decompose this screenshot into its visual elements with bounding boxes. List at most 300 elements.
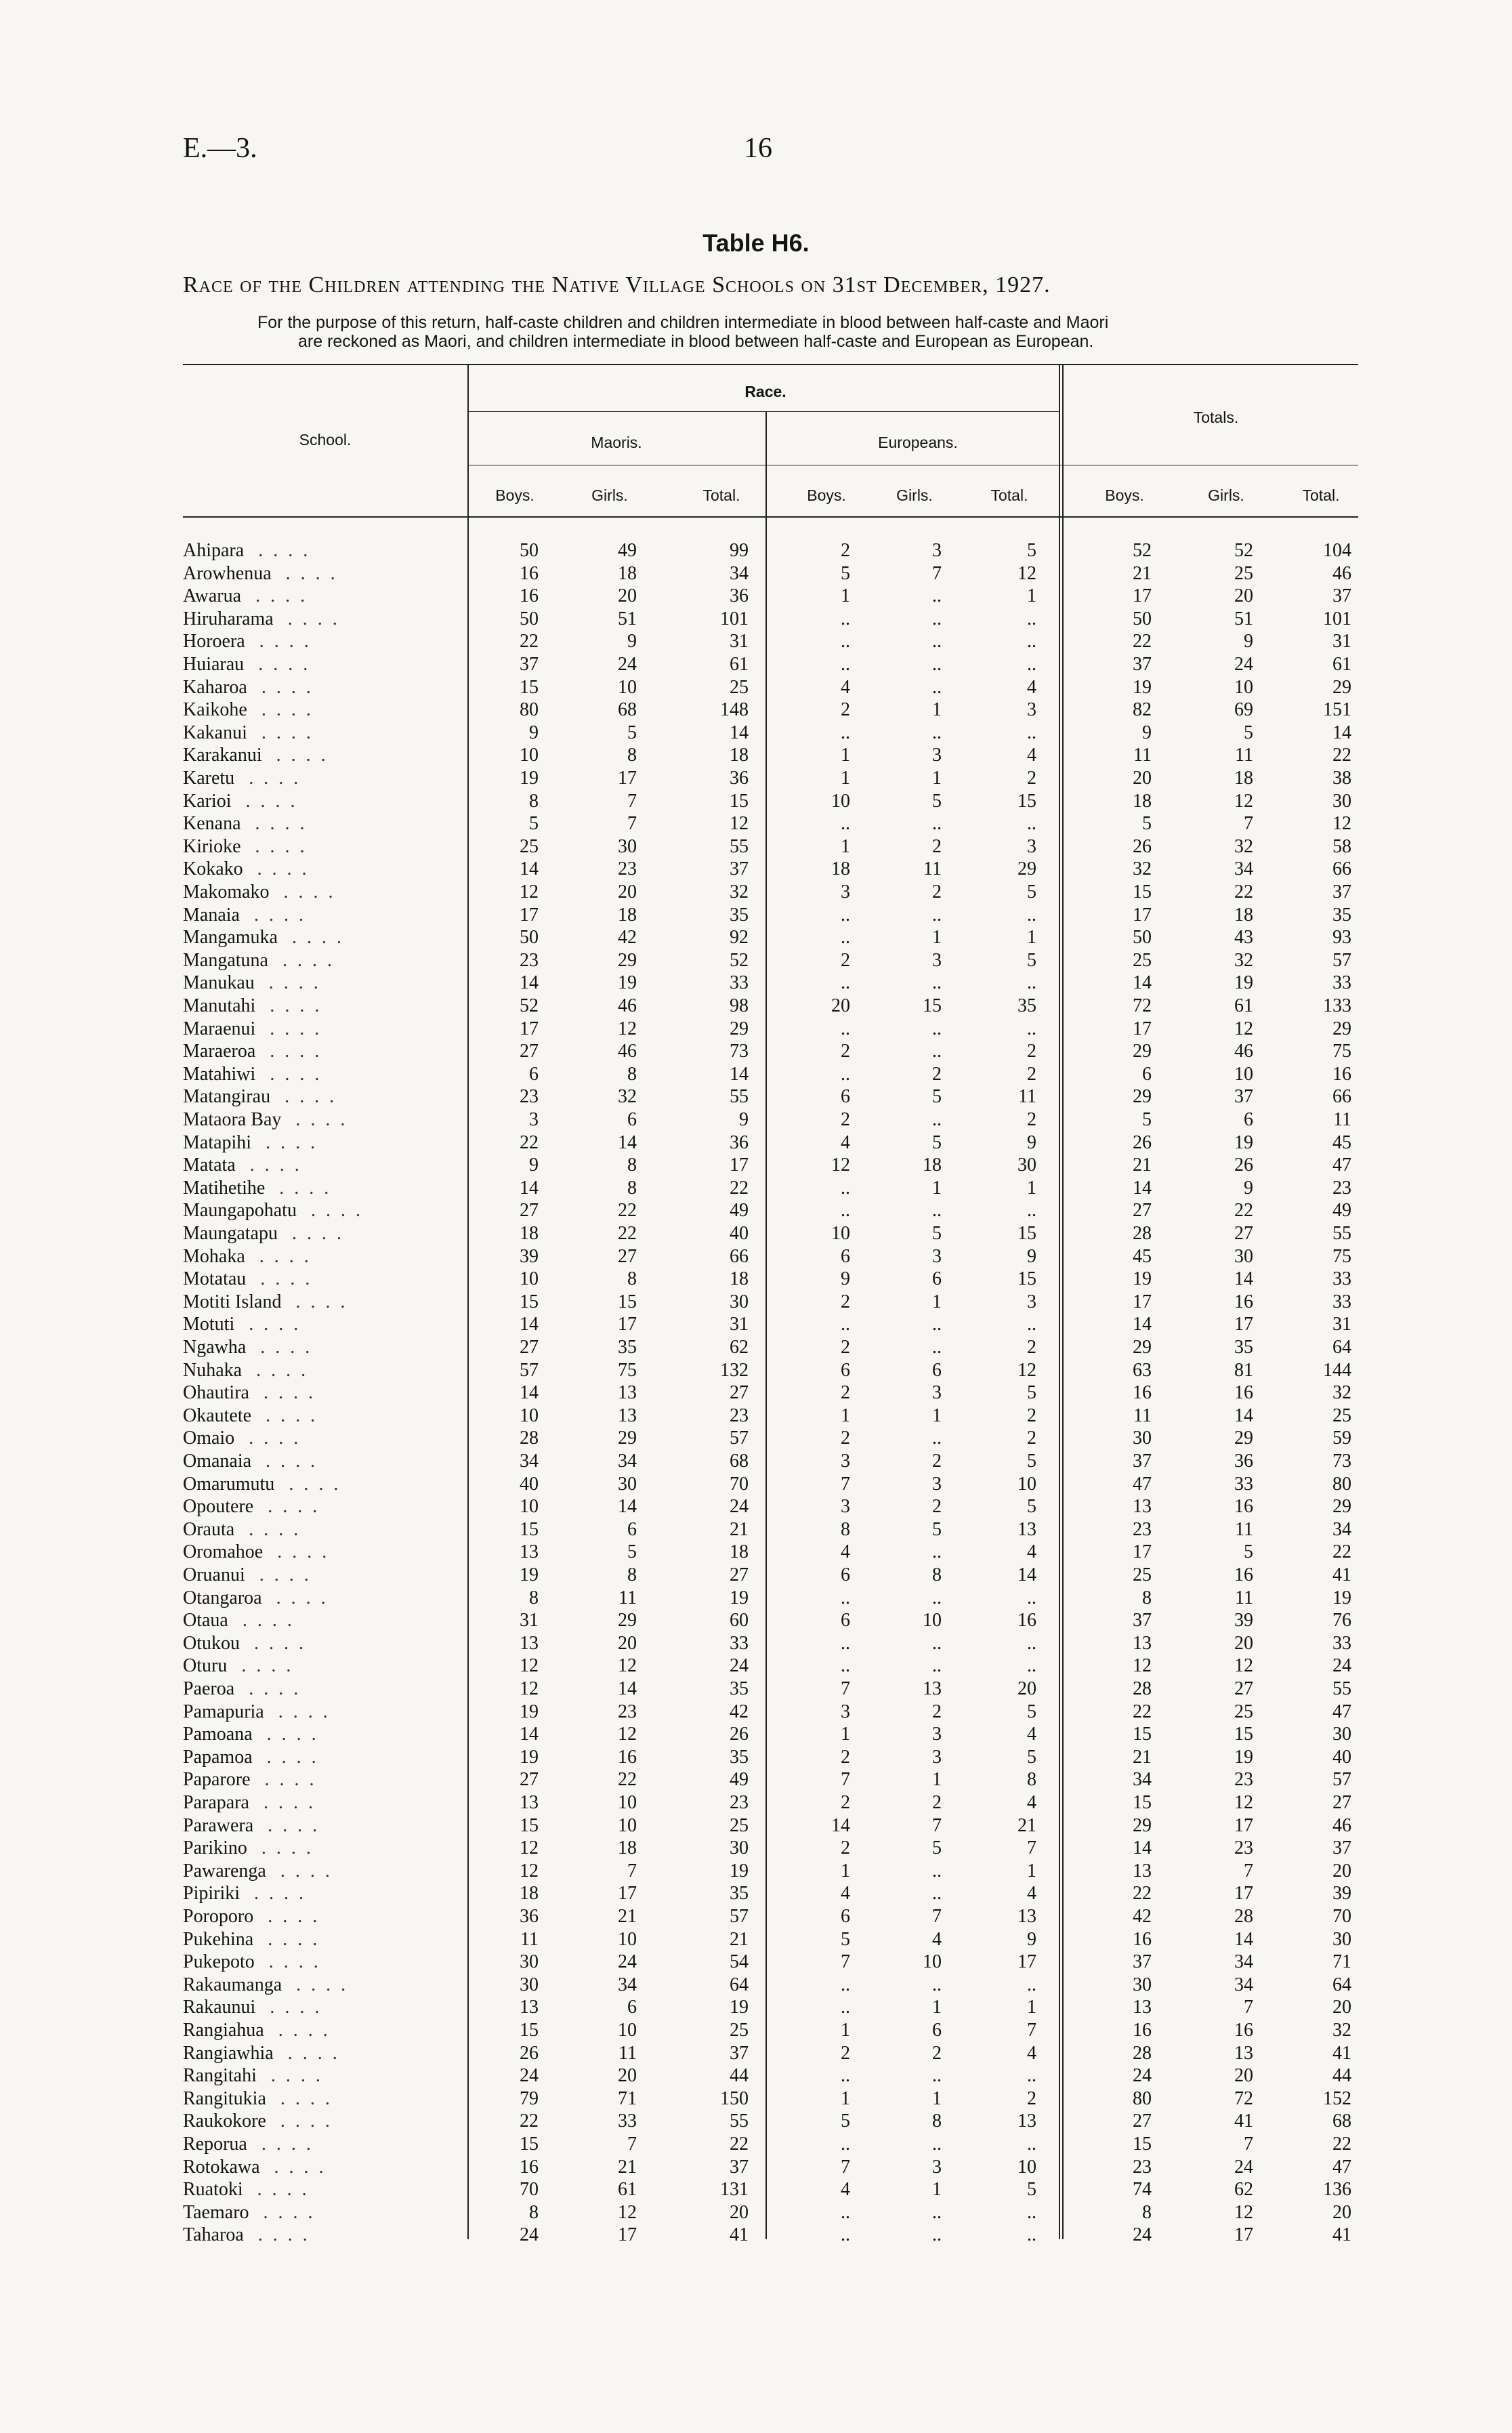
- cell-et: 4: [1027, 2042, 1036, 2064]
- cell-et: 30: [1017, 1155, 1036, 1176]
- school-name: Maungatapu . .: [183, 1223, 434, 1245]
- school-name: Oromahoe . .: [183, 1541, 434, 1563]
- cell-eg: ..: [932, 1314, 942, 1335]
- table-row: [0, 1200, 1512, 1222]
- cell-tg: 23: [1234, 1769, 1253, 1791]
- cell-mb: 14: [520, 1382, 539, 1404]
- cell-mb: 37: [520, 654, 539, 675]
- cell-tt: 70: [1332, 1906, 1351, 1927]
- table-row: [0, 1109, 1512, 1131]
- cell-et: 11: [1018, 1086, 1036, 1108]
- table-row: [0, 2157, 1512, 2179]
- cell-mt: 14: [730, 1063, 749, 1085]
- cell-eb: 2: [841, 1109, 850, 1130]
- cell-tb: 27: [1133, 2110, 1152, 2132]
- cell-mb: 12: [520, 1860, 539, 1881]
- school-name: Omarumutu . .: [183, 1474, 434, 1495]
- cell-tb: 11: [1133, 1405, 1152, 1426]
- cell-et: 1: [1027, 1177, 1036, 1199]
- cell-tg: 7: [1244, 813, 1253, 835]
- cell-mb: 18: [520, 1223, 539, 1244]
- cell-et: ..: [1027, 813, 1036, 835]
- cell-tt: 55: [1332, 1678, 1351, 1699]
- cell-mg: 14: [618, 1496, 637, 1518]
- cell-et: 2: [1027, 768, 1036, 789]
- cell-eb: 9: [841, 1268, 850, 1290]
- cell-eg: ..: [932, 1109, 942, 1130]
- cell-mg: 46: [618, 1041, 637, 1062]
- table-row: [0, 972, 1512, 995]
- cell-tt: 31: [1332, 1314, 1351, 1335]
- cell-et: ..: [1027, 2224, 1036, 2246]
- cell-eb: 1: [841, 2020, 850, 2041]
- school-name: Kenana . .: [183, 813, 434, 835]
- cell-mt: 37: [730, 2042, 749, 2064]
- cell-mg: 17: [618, 1314, 637, 1335]
- cell-mt: 70: [730, 1473, 749, 1495]
- cell-mb: 5: [529, 813, 539, 835]
- table-note: [257, 313, 1341, 351]
- cell-tt: 66: [1332, 858, 1351, 880]
- cell-mg: 29: [618, 949, 637, 971]
- cell-tb: 28: [1133, 1223, 1152, 1244]
- cell-eb: 1: [841, 2087, 850, 2109]
- cell-mt: 49: [730, 1200, 749, 1222]
- cell-tg: 11: [1235, 1518, 1253, 1540]
- cell-mg: 24: [618, 1951, 637, 1973]
- cell-tg: 24: [1234, 2156, 1253, 2178]
- cell-eg: 2: [932, 1792, 942, 1813]
- table-row: [0, 1837, 1512, 1860]
- cell-eb: 2: [841, 1291, 850, 1312]
- table-row: [0, 2065, 1512, 2087]
- cell-eg: 7: [932, 1906, 942, 1927]
- cell-mg: 17: [618, 1883, 637, 1905]
- cell-tb: 37: [1133, 1610, 1152, 1631]
- cell-tg: 43: [1234, 927, 1253, 949]
- cell-et: 5: [1027, 2179, 1036, 2201]
- table-row: [0, 1541, 1512, 1564]
- cell-tb: 19: [1133, 676, 1152, 698]
- cell-mb: 27: [520, 1041, 539, 1062]
- cell-eg: ..: [932, 1018, 942, 1039]
- cell-mt: 35: [730, 1678, 749, 1699]
- cell-mg: 12: [618, 2201, 637, 2223]
- cell-eb: 2: [841, 1041, 850, 1062]
- cell-mt: 25: [730, 2020, 749, 2041]
- cell-mt: 32: [730, 881, 749, 902]
- cell-tg: 22: [1234, 881, 1253, 902]
- cell-mg: 10: [618, 1814, 637, 1836]
- cell-et: 5: [1027, 1382, 1036, 1404]
- cell-eg: 7: [932, 1814, 942, 1836]
- cell-mg: 7: [627, 2134, 637, 2155]
- table-row: [0, 1610, 1512, 1632]
- cell-eg: 1: [932, 1769, 942, 1791]
- cell-eg: 3: [932, 540, 942, 561]
- cell-tt: 20: [1332, 1997, 1351, 2018]
- table-row: [0, 1951, 1512, 1974]
- cell-et: 2: [1027, 1337, 1036, 1358]
- table-row: [0, 813, 1512, 835]
- cell-mt: 54: [730, 1951, 749, 1973]
- cell-eg: 3: [932, 1382, 942, 1404]
- cell-tb: 17: [1133, 904, 1152, 926]
- cell-eb: 3: [841, 1701, 850, 1722]
- cell-mb: 14: [520, 858, 539, 880]
- table-row: [0, 1678, 1512, 1701]
- cell-tg: 16: [1234, 1564, 1253, 1585]
- cell-eg: 11: [923, 858, 942, 880]
- cell-et: 1: [1027, 927, 1036, 949]
- cell-et: 13: [1017, 1518, 1036, 1540]
- cell-tb: 17: [1133, 1291, 1152, 1312]
- table-row: [0, 1929, 1512, 1951]
- cell-tt: 38: [1332, 768, 1351, 789]
- table-row: [0, 836, 1512, 858]
- cell-mt: 31: [730, 631, 749, 652]
- cell-tb: 30: [1133, 1974, 1152, 1995]
- cell-eb: ..: [841, 722, 850, 743]
- cell-tt: 33: [1332, 972, 1351, 994]
- cell-mb: 10: [520, 1268, 539, 1290]
- school-name: Paparore . .: [183, 1769, 434, 1791]
- cell-eg: ..: [932, 904, 942, 926]
- cell-tg: 52: [1234, 540, 1253, 561]
- cell-mg: 18: [618, 904, 637, 926]
- cell-tg: 62: [1234, 2179, 1253, 2201]
- cell-mt: 66: [730, 1245, 749, 1267]
- cell-mg: 42: [618, 927, 637, 949]
- cell-mt: 18: [730, 745, 749, 766]
- school-name: Paeroa . .: [183, 1678, 434, 1700]
- school-name: Nuhaka . .: [183, 1360, 434, 1381]
- cell-tt: 55: [1332, 1223, 1351, 1244]
- cell-tg: 26: [1234, 1155, 1253, 1176]
- cell-mb: 10: [520, 1405, 539, 1426]
- cell-mt: 36: [730, 585, 749, 607]
- table-row: [0, 1360, 1512, 1382]
- cell-et: ..: [1027, 1018, 1036, 1039]
- cell-mt: 55: [730, 2110, 749, 2132]
- cell-tg: 7: [1244, 1860, 1253, 1881]
- school-name: Parapara . .: [183, 1792, 434, 1814]
- cell-mg: 8: [627, 1155, 637, 1176]
- cell-tg: 12: [1234, 790, 1253, 812]
- school-name: Pukepoto . .: [183, 1951, 434, 1973]
- school-name: Awarua . .: [183, 585, 434, 607]
- cell-tt: 41: [1332, 2224, 1351, 2246]
- cell-mt: 131: [720, 2179, 749, 2201]
- cell-eg: 18: [923, 1155, 942, 1176]
- cell-tt: 75: [1332, 1041, 1351, 1062]
- school-name: Ahipara . .: [183, 540, 434, 562]
- cell-et: 15: [1017, 790, 1036, 812]
- cell-tt: 47: [1332, 1701, 1351, 1722]
- table-row: [0, 1178, 1512, 1200]
- cell-mg: 20: [618, 881, 637, 902]
- cell-eg: ..: [932, 2201, 942, 2223]
- cell-mg: 22: [618, 1200, 637, 1222]
- cell-mg: 8: [627, 1063, 637, 1085]
- cell-et: 9: [1027, 1245, 1036, 1267]
- school-name: Matapihi . .: [183, 1132, 434, 1154]
- table-row: [0, 1519, 1512, 1541]
- cell-mt: 55: [730, 1086, 749, 1108]
- cell-mt: 9: [739, 1109, 749, 1130]
- table-row: [0, 631, 1512, 653]
- cell-mb: 12: [520, 1837, 539, 1859]
- cell-tb: 12: [1133, 1655, 1152, 1677]
- cell-eb: ..: [841, 1177, 850, 1199]
- cell-mg: 5: [627, 722, 637, 743]
- school-header: School.: [299, 431, 352, 449]
- cell-et: 9: [1027, 1928, 1036, 1950]
- cell-et: 4: [1027, 1883, 1036, 1905]
- cell-et: 5: [1027, 1746, 1036, 1768]
- cell-mt: 25: [730, 676, 749, 698]
- cell-tg: 32: [1234, 835, 1253, 857]
- table-row: [0, 1474, 1512, 1496]
- cell-tt: 152: [1323, 2087, 1351, 2109]
- table-row: [0, 677, 1512, 699]
- cell-tt: 49: [1332, 1200, 1351, 1222]
- cell-tg: 36: [1234, 1451, 1253, 1472]
- school-name: Horoera . .: [183, 631, 434, 652]
- table-row: [0, 927, 1512, 949]
- cell-tt: 59: [1332, 1428, 1351, 1449]
- table-row: [0, 858, 1512, 881]
- cell-mt: 17: [730, 1155, 749, 1176]
- cell-mt: 31: [730, 1314, 749, 1335]
- cell-mt: 30: [730, 1291, 749, 1312]
- cell-eb: ..: [841, 1974, 850, 1995]
- cell-tg: 25: [1234, 1701, 1253, 1722]
- cell-tb: 47: [1133, 1473, 1152, 1495]
- cell-et: 8: [1027, 1769, 1036, 1791]
- cell-eb: 7: [841, 1678, 850, 1699]
- table-row: [0, 768, 1512, 790]
- cell-eb: 6: [841, 1359, 850, 1381]
- cell-tb: 50: [1133, 927, 1152, 949]
- cell-tg: 7: [1244, 2134, 1253, 2155]
- cell-mt: 30: [730, 1837, 749, 1859]
- cell-tg: 20: [1234, 1632, 1253, 1654]
- cell-eg: 15: [923, 995, 942, 1016]
- school-name: Taharoa . .: [183, 2224, 434, 2246]
- table-row: [0, 1701, 1512, 1724]
- cell-et: 4: [1027, 676, 1036, 698]
- cell-mt: 52: [730, 949, 749, 971]
- cell-eb: ..: [841, 2201, 850, 2223]
- cell-tb: 26: [1133, 835, 1152, 857]
- cell-eg: 1: [932, 927, 942, 949]
- cell-tt: 30: [1332, 790, 1351, 812]
- school-name: Motatau . .: [183, 1268, 434, 1290]
- cell-tt: 151: [1323, 699, 1351, 721]
- school-name: Huiarau . .: [183, 654, 434, 675]
- cell-mt: 57: [730, 1906, 749, 1927]
- cell-eg: 7: [932, 562, 942, 584]
- cell-eb: 2: [841, 1337, 850, 1358]
- cell-eb: ..: [841, 2065, 850, 2087]
- cell-eg: ..: [932, 1428, 942, 1449]
- cell-mt: 62: [730, 1337, 749, 1358]
- cell-tb: 52: [1133, 540, 1152, 561]
- cell-mt: 60: [730, 1610, 749, 1631]
- cell-mt: 35: [730, 1883, 749, 1905]
- cell-et: 10: [1017, 2156, 1036, 2178]
- cell-eb: 1: [841, 835, 850, 857]
- cell-eb: ..: [841, 608, 850, 629]
- school-name: Mohaka . .: [183, 1246, 434, 1268]
- cell-eg: 1: [932, 2087, 942, 2109]
- cell-mg: 10: [618, 1792, 637, 1813]
- cell-tg: 19: [1234, 1131, 1253, 1153]
- race-header: Race.: [744, 383, 786, 400]
- cell-tb: 82: [1133, 699, 1152, 721]
- cell-eb: ..: [841, 972, 850, 994]
- cell-et: 29: [1017, 858, 1036, 880]
- cell-tb: 37: [1133, 1451, 1152, 1472]
- cell-eg: ..: [932, 2134, 942, 2155]
- cell-mb: 28: [520, 1428, 539, 1449]
- cell-eg: ..: [932, 1541, 942, 1563]
- cell-tb: 6: [1142, 1063, 1152, 1085]
- cell-mt: 150: [720, 2087, 749, 2109]
- cell-mb: 10: [520, 745, 539, 766]
- cell-tg: 23: [1234, 1837, 1253, 1859]
- cell-mg: 22: [618, 1769, 637, 1791]
- cell-eb: 1: [841, 1860, 850, 1881]
- cell-mg: 29: [618, 1428, 637, 1449]
- cell-mt: 41: [730, 2224, 749, 2246]
- cell-mb: 12: [520, 1655, 539, 1677]
- cell-tb: 15: [1133, 1792, 1152, 1813]
- cell-tt: 73: [1332, 1451, 1351, 1472]
- cell-eb: 4: [841, 2179, 850, 2201]
- cell-eb: 2: [841, 949, 850, 971]
- table-row: [0, 2110, 1512, 2133]
- table-row: [0, 2224, 1512, 2247]
- cell-tb: 13: [1133, 1632, 1152, 1654]
- cell-tg: 46: [1234, 1041, 1253, 1062]
- table-row: [0, 904, 1512, 927]
- table-row: [0, 995, 1512, 1018]
- cell-tb: 13: [1133, 1496, 1152, 1518]
- school-name: Mangamuka . .: [183, 927, 434, 949]
- table-row: [0, 1724, 1512, 1746]
- cell-et: 1: [1027, 1860, 1036, 1881]
- cell-tg: 25: [1234, 562, 1253, 584]
- cell-tg: 17: [1234, 1883, 1253, 1905]
- cell-tt: 23: [1332, 1177, 1351, 1199]
- cell-mb: 15: [520, 2020, 539, 2041]
- school-name: Matihetihe . .: [183, 1178, 434, 1199]
- cell-tg: 12: [1234, 2201, 1253, 2223]
- cell-mb: 14: [520, 972, 539, 994]
- cell-mb: 15: [520, 1291, 539, 1312]
- school-name: Karakanui . .: [183, 745, 434, 766]
- school-name: Motuti . .: [183, 1314, 434, 1335]
- cell-mb: 14: [520, 1314, 539, 1335]
- cell-tb: 34: [1133, 1769, 1152, 1791]
- cell-tg: 29: [1234, 1428, 1253, 1449]
- cell-eg: 4: [932, 1928, 942, 1950]
- cell-mb: 50: [520, 540, 539, 561]
- cell-et: 2: [1027, 1428, 1036, 1449]
- cell-mb: 24: [520, 2065, 539, 2087]
- cell-tb: 27: [1133, 1200, 1152, 1222]
- cell-tt: 101: [1323, 608, 1351, 629]
- cell-tb: 29: [1133, 1814, 1152, 1836]
- school-name: Maraenui . .: [183, 1018, 434, 1040]
- cell-tt: 66: [1332, 1086, 1351, 1108]
- cell-eb: 10: [831, 790, 850, 812]
- cell-eg: 2: [932, 1063, 942, 1085]
- cell-eb: 10: [831, 1223, 850, 1244]
- cell-et: 5: [1027, 1701, 1036, 1722]
- cell-mg: 75: [618, 1359, 637, 1381]
- cell-eb: 6: [841, 1906, 850, 1927]
- cell-eg: 3: [932, 1724, 942, 1745]
- cell-tt: 32: [1332, 2020, 1351, 2041]
- cell-mb: 12: [520, 881, 539, 902]
- cell-eg: ..: [932, 1860, 942, 1881]
- table-row: [0, 1792, 1512, 1814]
- cell-eg: 5: [932, 1837, 942, 1859]
- cell-tb: 29: [1133, 1086, 1152, 1108]
- cell-eg: ..: [932, 585, 942, 607]
- cell-mt: 73: [730, 1041, 749, 1062]
- cell-tg: 9: [1244, 1177, 1253, 1199]
- cell-tt: 32: [1332, 1382, 1351, 1404]
- cell-eb: 7: [841, 1769, 850, 1791]
- cell-eg: 3: [932, 1473, 942, 1495]
- cell-et: 3: [1027, 699, 1036, 721]
- cell-mt: 20: [730, 2201, 749, 2223]
- cell-tb: 30: [1133, 1428, 1152, 1449]
- cell-eb: 6: [841, 1610, 850, 1631]
- cell-mt: 37: [730, 2156, 749, 2178]
- cell-tg: 10: [1234, 1063, 1253, 1085]
- cell-tt: 46: [1332, 1814, 1351, 1836]
- cell-mt: 35: [730, 904, 749, 926]
- cell-mg: 7: [627, 1860, 637, 1881]
- cell-mt: 36: [730, 768, 749, 789]
- cell-mb: 17: [520, 1018, 539, 1039]
- cell-et: 15: [1017, 1268, 1036, 1290]
- cell-et: 7: [1027, 1837, 1036, 1859]
- cell-eb: 4: [841, 1541, 850, 1563]
- cell-mt: 18: [730, 1268, 749, 1290]
- cell-et: 1: [1027, 1997, 1036, 2018]
- cell-et: ..: [1027, 1200, 1036, 1222]
- cell-mb: 22: [520, 631, 539, 652]
- header-top-rule: [183, 364, 1358, 365]
- cell-eb: 4: [841, 1131, 850, 1153]
- cell-tt: 57: [1332, 1769, 1351, 1791]
- cell-mb: 22: [520, 2110, 539, 2132]
- cell-tb: 50: [1133, 608, 1152, 629]
- cell-mb: 15: [520, 2134, 539, 2155]
- cell-mg: 20: [618, 2065, 637, 2087]
- cell-mb: 14: [520, 1177, 539, 1199]
- cell-mg: 68: [618, 699, 637, 721]
- cell-tb: 21: [1133, 562, 1152, 584]
- cell-tt: 33: [1332, 1268, 1351, 1290]
- cell-mg: 7: [627, 790, 637, 812]
